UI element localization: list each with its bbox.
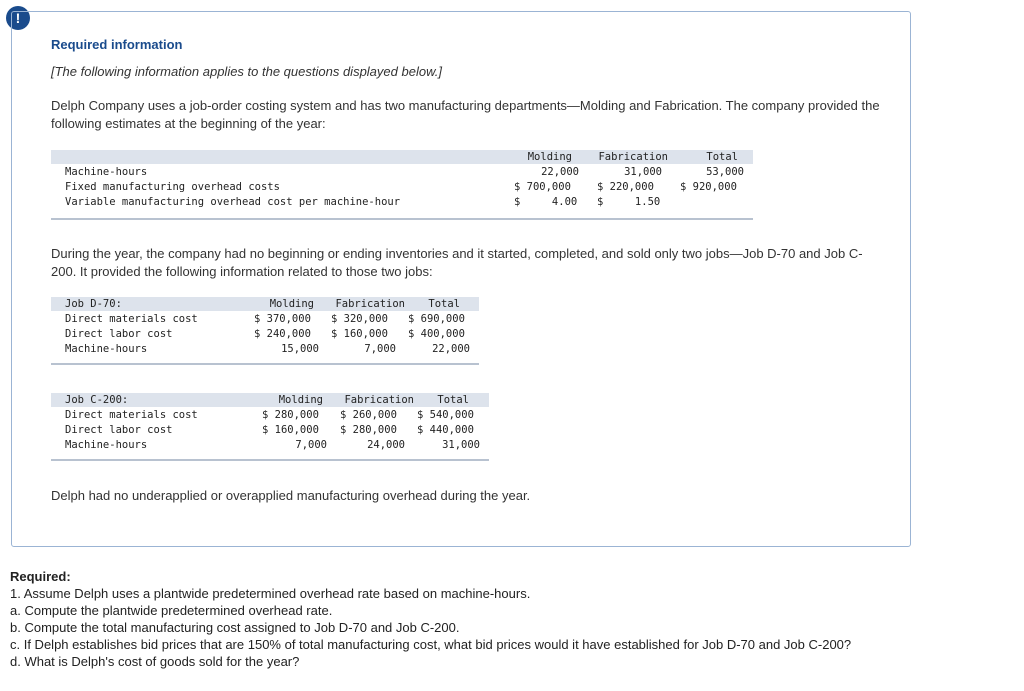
table-cell: $ 4.00 bbox=[514, 196, 578, 208]
required-item: b. Compute the total manufacturing cost assigned to Job D-70 and Job C-200. bbox=[10, 620, 460, 635]
table-cell: $ 920,000 bbox=[680, 181, 737, 193]
table-cell: 7,000 bbox=[295, 439, 327, 451]
table-cell: 22,000 bbox=[541, 166, 579, 178]
row-label: Machine-hours bbox=[65, 343, 148, 355]
required-information-heading: Required information bbox=[51, 37, 183, 52]
table-cell: $ 690,000 bbox=[408, 313, 465, 325]
table-cell: $ 700,000 bbox=[514, 181, 571, 193]
table-cell: $ 1.50 bbox=[597, 196, 661, 208]
table-cell: $ 280,000 bbox=[262, 409, 319, 421]
table-cell: 24,000 bbox=[367, 439, 405, 451]
table-cell: $ 280,000 bbox=[340, 424, 397, 436]
table-bottom-rule bbox=[51, 459, 489, 461]
required-heading: Required: bbox=[10, 569, 71, 584]
required-item: d. What is Delph's cost of goods sold for the year? bbox=[10, 654, 300, 669]
table-cell: $ 440,000 bbox=[417, 424, 474, 436]
table-cell: 31,000 bbox=[442, 439, 480, 451]
job-title: Job C-200: bbox=[65, 394, 129, 406]
applies-note: [The following information applies to the questions displayed below.] bbox=[51, 64, 442, 79]
required-item: 1. Assume Delph uses a plantwide predetermined overhead rate based on machine-hours. bbox=[10, 586, 531, 601]
required-section bbox=[10, 568, 910, 670]
table-cell: 53,000 bbox=[706, 166, 744, 178]
row-label: Direct materials cost bbox=[65, 313, 198, 325]
required-item: c. If Delph establishes bid prices that are 150% of total manufacturing cost, what bid prices would it have established for Job D-70 and Job C-200? bbox=[10, 637, 852, 652]
col-header-fabrication: Fabrication bbox=[598, 151, 668, 163]
table-cell: $ 220,000 bbox=[597, 181, 654, 193]
table-cell: $ 260,000 bbox=[340, 409, 397, 421]
table-bottom-rule bbox=[51, 218, 753, 220]
alert-icon: ! bbox=[6, 6, 30, 30]
col-header-total: Total bbox=[437, 394, 469, 406]
col-header-molding: Molding bbox=[527, 151, 572, 163]
required-item: a. Compute the plantwide predetermined overhead rate. bbox=[10, 603, 333, 618]
col-header-total: Total bbox=[706, 151, 738, 163]
job-title: Job D-70: bbox=[65, 298, 122, 310]
row-label: Direct labor cost bbox=[65, 424, 173, 436]
closing-note: Delph had no underapplied or overapplied manufacturing overhead during the year. bbox=[51, 488, 531, 503]
table-cell: 15,000 bbox=[281, 343, 319, 355]
table-cell: $ 160,000 bbox=[331, 328, 388, 340]
during-year-paragraph: During the year, the company had no beginning or ending inventories and it started, completed, and sold only two jobs—Job D-70 and Job C-200. It provided the following information related to those two jobs: bbox=[51, 246, 863, 279]
table-cell: $ 400,000 bbox=[408, 328, 465, 340]
col-header-molding: Molding bbox=[278, 394, 323, 406]
table-cell: $ 320,000 bbox=[331, 313, 388, 325]
table-cell: $ 160,000 bbox=[262, 424, 319, 436]
table-cell: 7,000 bbox=[364, 343, 396, 355]
table-cell: $ 370,000 bbox=[254, 313, 311, 325]
row-label: Direct labor cost bbox=[65, 328, 173, 340]
row-label: Fixed manufacturing overhead costs bbox=[65, 181, 280, 193]
col-header-total: Total bbox=[428, 298, 460, 310]
table-cell: 31,000 bbox=[624, 166, 662, 178]
intro-paragraph: Delph Company uses a job-order costing system and has two manufacturing departments—Molding and Fabrication. The company provided the following estimates at the beginning of the year: bbox=[51, 98, 880, 131]
table-cell: 22,000 bbox=[432, 343, 470, 355]
row-label: Machine-hours bbox=[65, 166, 148, 178]
row-label: Machine-hours bbox=[65, 439, 148, 451]
col-header-fabrication: Fabrication bbox=[344, 394, 414, 406]
table-cell: $ 540,000 bbox=[417, 409, 474, 421]
row-label: Direct materials cost bbox=[65, 409, 198, 421]
table-bottom-rule bbox=[51, 363, 479, 365]
row-label: Variable manufacturing overhead cost per machine-hour bbox=[65, 196, 401, 208]
table-cell: $ 240,000 bbox=[254, 328, 311, 340]
col-header-molding: Molding bbox=[269, 298, 314, 310]
col-header-fabrication: Fabrication bbox=[335, 298, 405, 310]
